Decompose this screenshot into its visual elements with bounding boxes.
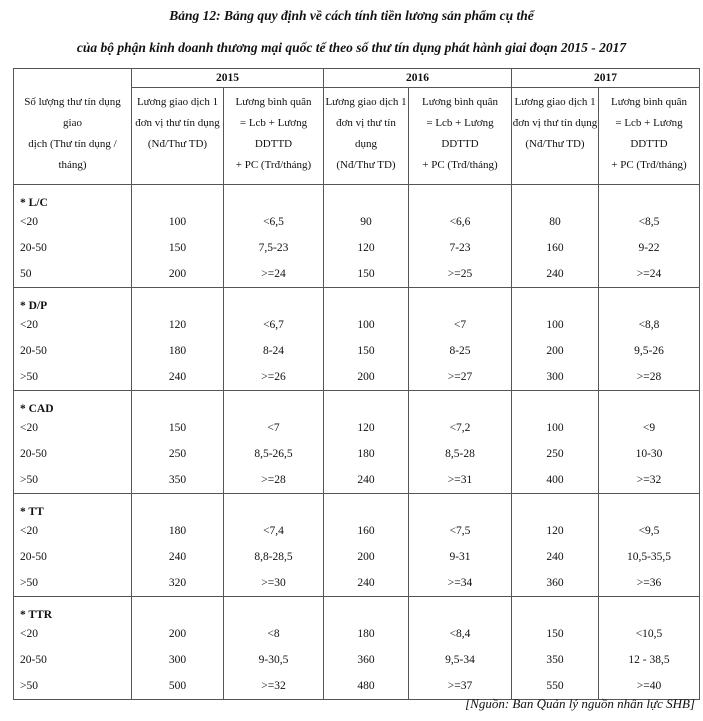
subheader-line: Lương giao dịch 1: [514, 96, 596, 108]
empty-cell: [409, 391, 512, 416]
value-cell: <9,5: [599, 518, 700, 544]
value-cell: 180: [132, 338, 224, 364]
range-label: >50: [14, 364, 132, 391]
empty-cell: [599, 288, 700, 313]
value-cell: 8,5-28: [409, 441, 512, 467]
subheader-2015-avg-salary: [224, 88, 324, 185]
empty-cell: [409, 494, 512, 519]
value-cell: >=31: [409, 467, 512, 494]
value-cell: 7,5-23: [224, 235, 324, 261]
empty-cell: [224, 391, 324, 416]
value-cell: 120: [132, 312, 224, 338]
value-cell: >=25: [409, 261, 512, 288]
subheader-2015-unit-salary: [132, 88, 224, 185]
row-header-line1: Số lượng thư tín dụng giao: [24, 96, 121, 129]
range-label: 20-50: [14, 647, 132, 673]
value-cell: <7: [224, 415, 324, 441]
empty-cell: [132, 288, 224, 313]
value-cell: 12 - 38,5: [599, 647, 700, 673]
value-cell: 200: [512, 338, 599, 364]
empty-cell: [599, 597, 700, 622]
empty-cell: [324, 288, 409, 313]
range-label: >50: [14, 570, 132, 597]
value-cell: 9,5-26: [599, 338, 700, 364]
value-cell: 80: [512, 209, 599, 235]
value-cell: >=36: [599, 570, 700, 597]
empty-cell: [599, 185, 700, 210]
range-label: <20: [14, 621, 132, 647]
year-2016-header: 2016: [324, 69, 512, 88]
value-cell: <8,5: [599, 209, 700, 235]
value-cell: 320: [132, 570, 224, 597]
value-cell: <6,6: [409, 209, 512, 235]
empty-cell: [512, 288, 599, 313]
value-cell: 7-23: [409, 235, 512, 261]
value-cell: 300: [132, 647, 224, 673]
range-label: >50: [14, 673, 132, 700]
subheader-line: Lương giao dịch 1: [136, 96, 219, 108]
value-cell: 8,5-26,5: [224, 441, 324, 467]
table-row: [14, 621, 700, 647]
value-cell: 160: [512, 235, 599, 261]
category-row: [14, 597, 700, 622]
empty-cell: [512, 391, 599, 416]
value-cell: 400: [512, 467, 599, 494]
subheader-line: đơn vị thư tín dụng: [512, 117, 598, 129]
range-label: 20-50: [14, 544, 132, 570]
table-caption-line1: Bảng 12: Bảng quy định về cách tính tiền lương sản phẩm cụ thể: [169, 8, 534, 23]
value-cell: 360: [512, 570, 599, 597]
range-label: 20-50: [14, 235, 132, 261]
empty-cell: [132, 597, 224, 622]
subheader-line: (Nđ/Thư TD): [147, 138, 208, 150]
value-cell: 10-30: [599, 441, 700, 467]
value-cell: 300: [512, 364, 599, 391]
value-cell: <8,8: [599, 312, 700, 338]
value-cell: 200: [132, 621, 224, 647]
table-caption-line2: của bộ phận kinh doanh thương mại quốc tế theo số thư tín dụng phát hành giai đoạn 2015 - 2017: [76, 40, 627, 55]
table-row: [14, 209, 700, 235]
row-header: [14, 69, 132, 185]
value-cell: >=28: [599, 364, 700, 391]
table-row: [14, 467, 700, 494]
empty-cell: [224, 597, 324, 622]
empty-cell: [132, 185, 224, 210]
empty-cell: [132, 494, 224, 519]
value-cell: 550: [512, 673, 599, 700]
empty-cell: [324, 494, 409, 519]
subheader-line: + PC (Trđ/tháng): [422, 159, 498, 171]
value-cell: 150: [132, 235, 224, 261]
table-row: [14, 235, 700, 261]
table-row: [14, 518, 700, 544]
value-cell: 9-30,5: [224, 647, 324, 673]
value-cell: <7: [409, 312, 512, 338]
value-cell: <9: [599, 415, 700, 441]
value-cell: 350: [512, 647, 599, 673]
value-cell: 200: [324, 544, 409, 570]
value-cell: >=32: [224, 673, 324, 700]
range-label: <20: [14, 518, 132, 544]
value-cell: 150: [132, 415, 224, 441]
empty-cell: [512, 494, 599, 519]
value-cell: 240: [512, 544, 599, 570]
subheader-line: đơn vị thư tín dụng: [336, 117, 396, 150]
subheader-line: = Lcb + Lương DDTTD: [426, 117, 494, 150]
range-label: <20: [14, 415, 132, 441]
row-header-line2: dịch (Thư tín dụng / tháng): [28, 138, 117, 171]
value-cell: 360: [324, 647, 409, 673]
table-row: [14, 544, 700, 570]
value-cell: 350: [132, 467, 224, 494]
value-cell: 250: [512, 441, 599, 467]
value-cell: 150: [324, 338, 409, 364]
value-cell: >=34: [409, 570, 512, 597]
value-cell: 90: [324, 209, 409, 235]
value-cell: 240: [132, 364, 224, 391]
value-cell: 100: [324, 312, 409, 338]
category-label: * CAD: [14, 391, 132, 416]
table-row: [14, 647, 700, 673]
empty-cell: [409, 288, 512, 313]
category-label: * L/C: [14, 185, 132, 210]
value-cell: 500: [132, 673, 224, 700]
year-2015-header: 2015: [132, 69, 324, 88]
value-cell: 8-25: [409, 338, 512, 364]
value-cell: 100: [132, 209, 224, 235]
empty-cell: [324, 185, 409, 210]
table-row: [14, 415, 700, 441]
value-cell: >=30: [224, 570, 324, 597]
subheader-line: = Lcb + Lương DDTTD: [239, 117, 308, 150]
value-cell: >=27: [409, 364, 512, 391]
subheader-line: = Lcb + Lương DDTTD: [615, 117, 683, 150]
value-cell: 240: [512, 261, 599, 288]
value-cell: >=24: [599, 261, 700, 288]
table-row: [14, 338, 700, 364]
value-cell: 100: [512, 312, 599, 338]
value-cell: 240: [324, 570, 409, 597]
empty-cell: [224, 185, 324, 210]
value-cell: <6,5: [224, 209, 324, 235]
value-cell: >=32: [599, 467, 700, 494]
table-row: [14, 364, 700, 391]
empty-cell: [324, 391, 409, 416]
table-row: [14, 261, 700, 288]
value-cell: <10,5: [599, 621, 700, 647]
value-cell: >=26: [224, 364, 324, 391]
subheader-line: (Nđ/Thư TD): [336, 159, 396, 171]
subheader-line: đơn vị thư tín dụng: [135, 117, 220, 129]
value-cell: 200: [132, 261, 224, 288]
category-row: [14, 288, 700, 313]
value-cell: 120: [324, 415, 409, 441]
empty-cell: [599, 494, 700, 519]
subheader-2017-unit-salary: [512, 88, 599, 185]
value-cell: <8: [224, 621, 324, 647]
category-row: [14, 494, 700, 519]
subheader-2017-avg-salary: [599, 88, 700, 185]
value-cell: 150: [512, 621, 599, 647]
value-cell: >=28: [224, 467, 324, 494]
category-label: * TTR: [14, 597, 132, 622]
value-cell: 180: [324, 441, 409, 467]
value-cell: >=37: [409, 673, 512, 700]
value-cell: 160: [324, 518, 409, 544]
subheader-line: Lương bình quân: [235, 96, 312, 108]
table-row: [14, 570, 700, 597]
value-cell: <8,4: [409, 621, 512, 647]
value-cell: 8,8-28,5: [224, 544, 324, 570]
empty-cell: [224, 494, 324, 519]
value-cell: 9-22: [599, 235, 700, 261]
range-label: 20-50: [14, 441, 132, 467]
value-cell: 8-24: [224, 338, 324, 364]
value-cell: <7,4: [224, 518, 324, 544]
subheader-2016-unit-salary: [324, 88, 409, 185]
category-row: [14, 185, 700, 210]
value-cell: 100: [512, 415, 599, 441]
value-cell: 9-31: [409, 544, 512, 570]
empty-cell: [409, 597, 512, 622]
empty-cell: [409, 185, 512, 210]
salary-table: [13, 68, 700, 700]
value-cell: 9,5-34: [409, 647, 512, 673]
empty-cell: [512, 597, 599, 622]
subheader-line: Lương bình quân: [422, 96, 498, 108]
empty-cell: [224, 288, 324, 313]
subheader-line: Lương bình quân: [611, 96, 687, 108]
subheader-line: + PC (Trđ/tháng): [611, 159, 687, 171]
category-label: * D/P: [14, 288, 132, 313]
subheader-line: (Nđ/Thư TD): [525, 138, 585, 150]
subheader-line: Lương giao dịch 1: [325, 96, 407, 108]
value-cell: 240: [132, 544, 224, 570]
source-note: [Nguồn: Ban Quản lý nguồn nhân lực SHB]: [465, 696, 695, 711]
value-cell: <6,7: [224, 312, 324, 338]
value-cell: 10,5-35,5: [599, 544, 700, 570]
empty-cell: [599, 391, 700, 416]
table-row: [14, 441, 700, 467]
range-label: <20: [14, 209, 132, 235]
empty-cell: [512, 185, 599, 210]
range-label: <20: [14, 312, 132, 338]
empty-cell: [324, 597, 409, 622]
value-cell: 180: [132, 518, 224, 544]
category-row: [14, 391, 700, 416]
value-cell: <7,2: [409, 415, 512, 441]
range-label: 50: [14, 261, 132, 288]
range-label: 20-50: [14, 338, 132, 364]
subheader-2016-avg-salary: [409, 88, 512, 185]
value-cell: >=40: [599, 673, 700, 700]
value-cell: 150: [324, 261, 409, 288]
value-cell: 240: [324, 467, 409, 494]
empty-cell: [132, 391, 224, 416]
value-cell: 250: [132, 441, 224, 467]
table-row: [14, 312, 700, 338]
value-cell: 480: [324, 673, 409, 700]
value-cell: >=24: [224, 261, 324, 288]
value-cell: <7,5: [409, 518, 512, 544]
value-cell: 180: [324, 621, 409, 647]
subheader-line: + PC (Trđ/tháng): [235, 159, 312, 171]
category-label: * TT: [14, 494, 132, 519]
value-cell: 120: [324, 235, 409, 261]
range-label: >50: [14, 467, 132, 494]
value-cell: 200: [324, 364, 409, 391]
value-cell: 120: [512, 518, 599, 544]
year-2017-header: 2017: [512, 69, 700, 88]
